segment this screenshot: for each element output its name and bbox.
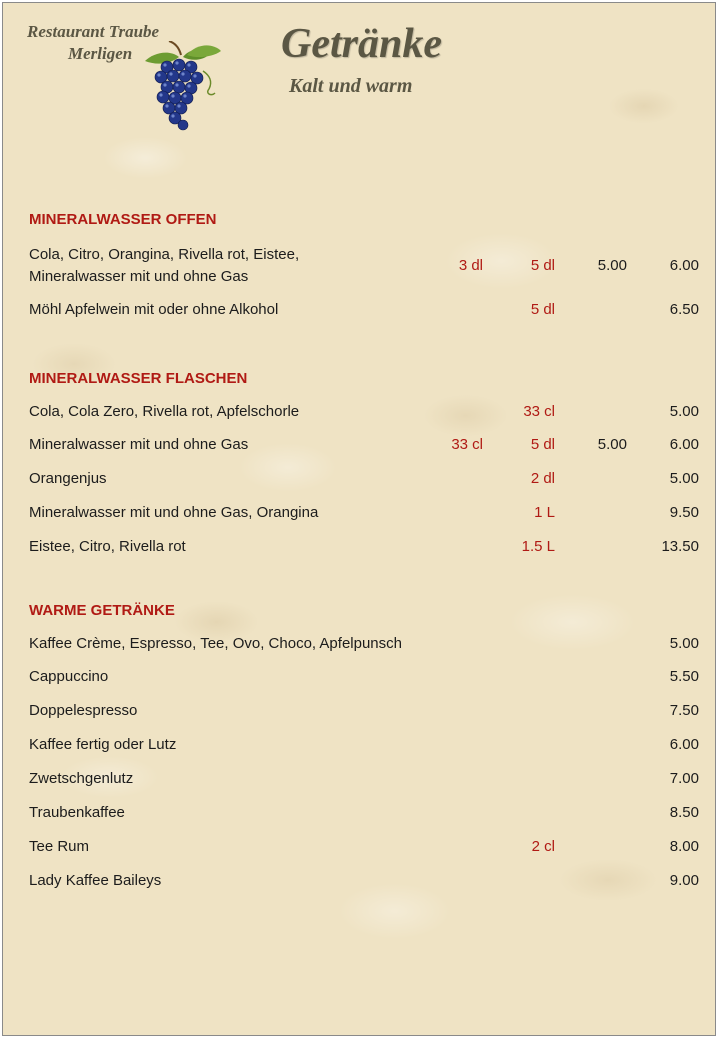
section-title: MINERALWASSER FLASCHEN <box>29 370 248 387</box>
grapes-icon <box>139 41 223 133</box>
price-large: 5.00 <box>669 635 699 652</box>
item-name: Möhl Apfelwein mit oder ohne Alkohol <box>29 301 279 318</box>
item-name: Cola, Citro, Orangina, Rivella rot, Eistee, Mineralwasser mit und ohne Gas <box>29 246 300 285</box>
size-large: 5 dl <box>530 301 555 318</box>
size-large: 5 dl <box>530 257 555 274</box>
price-large: 6.00 <box>669 436 699 453</box>
item-name: Kaffee fertig oder Lutz <box>29 736 177 753</box>
item-name: Eistee, Citro, Rivella rot <box>29 538 186 555</box>
price-large: 9.50 <box>669 504 699 521</box>
price-large: 6.00 <box>669 736 699 753</box>
price-large: 5.00 <box>669 403 699 420</box>
price-large: 9.00 <box>669 872 699 889</box>
price-large: 8.00 <box>669 838 699 855</box>
price-large: 5.50 <box>669 668 699 685</box>
item-name: Zwetschgenlutz <box>29 770 134 787</box>
price-large: 7.00 <box>669 770 699 787</box>
page-subtitle: Kalt und warm <box>289 75 413 97</box>
price-small: 5.00 <box>597 257 627 274</box>
size-small: 33 cl <box>451 436 483 453</box>
section-title: MINERALWASSER OFFEN <box>29 211 217 228</box>
restaurant-name-line1: Restaurant Traube <box>27 22 160 41</box>
menu-page <box>2 2 716 1036</box>
price-large: 7.50 <box>669 702 699 719</box>
size-large: 2 dl <box>530 470 555 487</box>
price-small: 5.00 <box>597 436 627 453</box>
item-name: Kaffee Crème, Espresso, Tee, Ovo, Choco, Apfelpunsch <box>29 635 402 652</box>
item-name: Mineralwasser mit und ohne Gas <box>29 436 249 453</box>
page-title: Getränke <box>281 21 442 67</box>
size-large: 1.5 L <box>521 538 555 555</box>
item-name: Cola, Cola Zero, Rivella rot, Apfelschorle <box>29 403 300 420</box>
restaurant-name-line2: Merligen <box>68 44 133 63</box>
size-large: 2 cl <box>531 838 555 855</box>
item-name: Traubenkaffee <box>29 804 125 821</box>
size-large: 1 L <box>534 504 555 521</box>
size-small: 3 dl <box>458 257 483 274</box>
item-name: Lady Kaffee Baileys <box>29 872 162 889</box>
item-name: Mineralwasser mit und ohne Gas, Orangina <box>29 504 319 521</box>
price-large: 5.00 <box>669 470 699 487</box>
price-large: 8.50 <box>669 804 699 821</box>
item-name: Cappuccino <box>29 668 109 685</box>
size-large: 5 dl <box>530 436 555 453</box>
size-large: 33 cl <box>523 403 555 420</box>
item-name: Orangenjus <box>29 470 107 487</box>
price-large: 6.00 <box>669 257 699 274</box>
price-large: 13.50 <box>661 538 699 555</box>
item-name: Doppelespresso <box>29 702 138 719</box>
section-title: WARME GETRÄNKE <box>29 602 175 619</box>
price-large: 6.50 <box>669 301 699 318</box>
item-name: Tee Rum <box>29 838 90 855</box>
